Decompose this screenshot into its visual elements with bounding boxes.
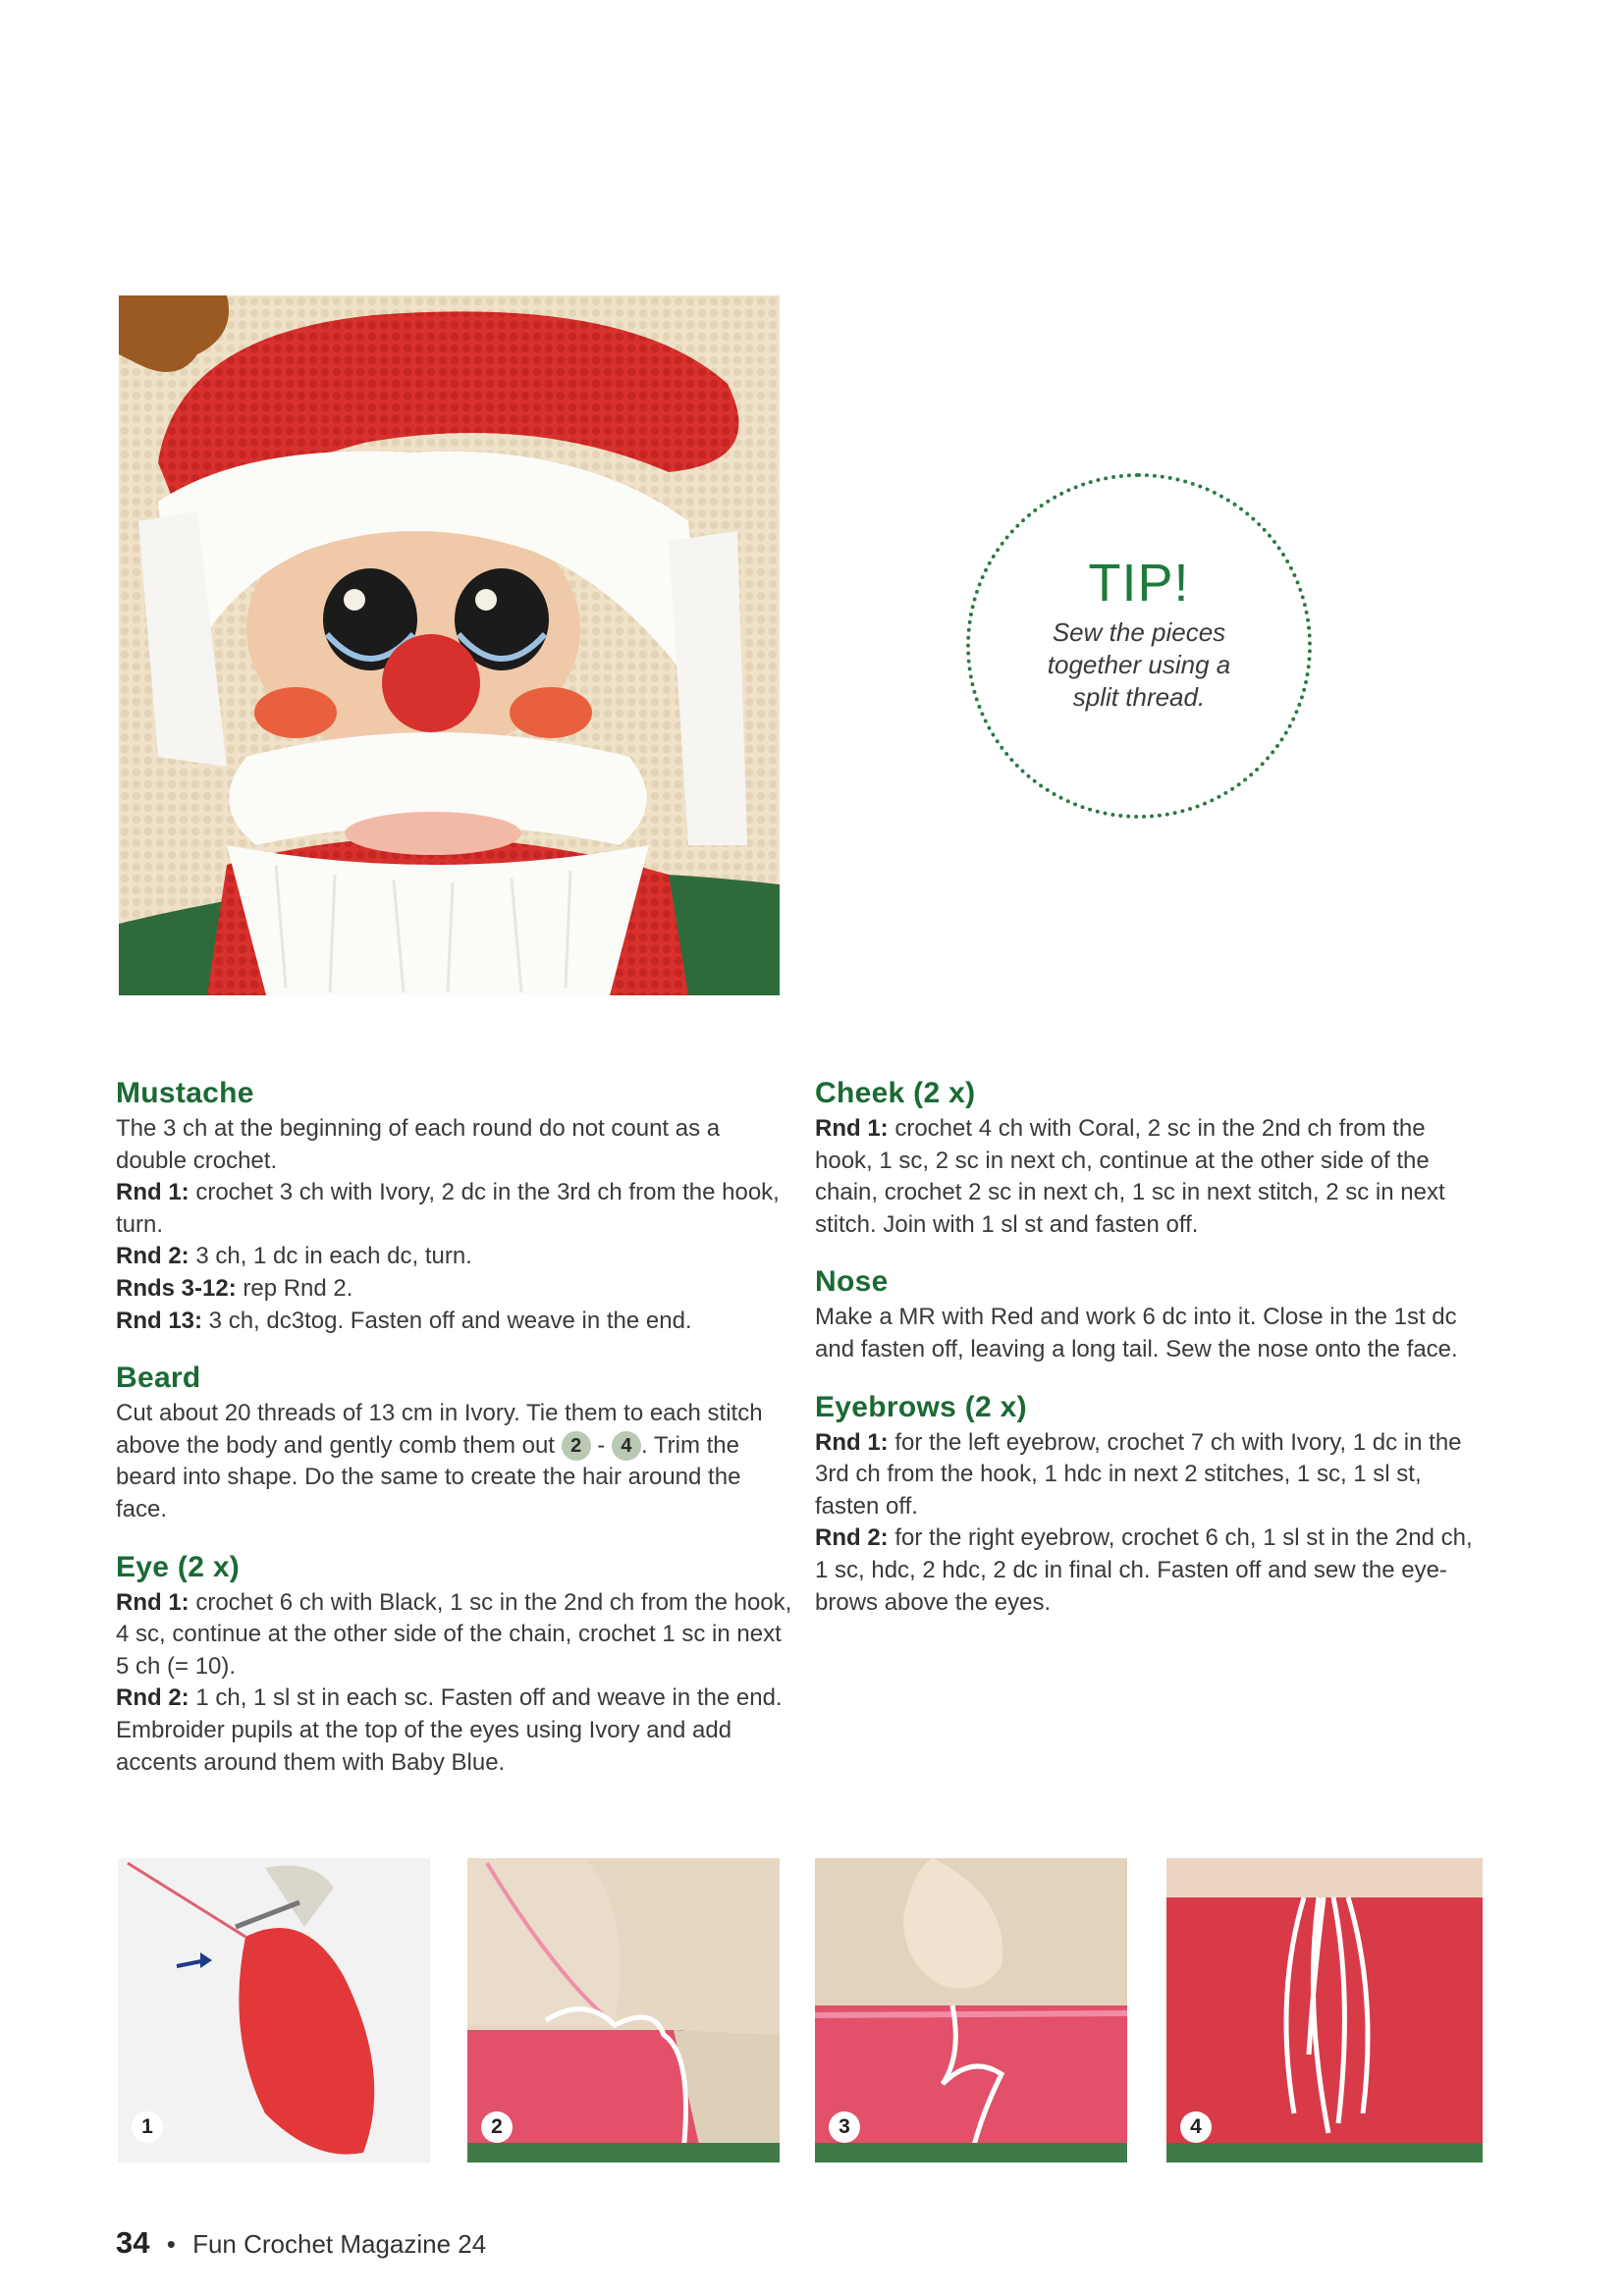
row-label: Rnd 1: — [116, 1179, 189, 1206]
santa-crochet-photo — [119, 295, 780, 995]
magazine-title: Fun Crochet Magazine 24 — [192, 2229, 487, 2259]
row-text: crochet 3 ch with Ivory, 2 dc in the 3rd ch from the hook, turn. — [116, 1179, 780, 1238]
mustache-heading: Mustache — [116, 1077, 254, 1109]
mustache-row — [116, 1306, 793, 1338]
page-footer — [116, 2225, 486, 2261]
cheek-row — [815, 1113, 1483, 1241]
step-photo-3 — [815, 1858, 1127, 2163]
mustache-row — [116, 1273, 793, 1306]
page-number: 34 — [116, 2225, 150, 2260]
beard-heading: Beard — [116, 1362, 201, 1395]
row-text: rep Rnd 2. — [236, 1274, 353, 1302]
step-photo-4 — [1166, 1858, 1483, 2163]
cheek-heading: Cheek (2 x) — [815, 1077, 976, 1109]
beard-section — [116, 1361, 793, 1525]
range-dash: - — [590, 1431, 612, 1459]
row-text: crochet 6 ch with Black, 1 sc in the 2nd ch from the hook, 4 sc, continue at the other side of the chain, crochet 1 sc in next 5 ch (= 10). — [116, 1588, 792, 1680]
row-text: 3 ch, 1 dc in each dc, turn. — [189, 1243, 472, 1270]
eye-row — [116, 1587, 793, 1683]
mustache-intro: The 3 ch at the beginning of each round do not count as a double crochet. — [116, 1115, 721, 1174]
row-text: for the right eyebrow, crochet 6 ch, 1 sl st in the 2nd ch, 1 sc, hdc, 2 hdc, 2 dc in final ch. Fasten off and sew the eye-brows above the eyes. — [815, 1524, 1473, 1616]
eyebrows-row — [815, 1522, 1483, 1619]
step-number-badge: 2 — [481, 2111, 513, 2143]
eyebrows-row — [815, 1427, 1483, 1523]
step-number-badge: 1 — [132, 2111, 163, 2143]
row-label: Rnd 2: — [815, 1524, 889, 1552]
mustache-section — [116, 1076, 793, 1337]
tip-title: TIP! — [1088, 554, 1190, 613]
row-label: Rnd 1: — [815, 1428, 889, 1456]
left-column — [116, 1076, 793, 1802]
row-text: 1 ch, 1 sl st in each sc. Fasten off and weave in the end. — [189, 1684, 783, 1712]
photo-ref-badge: 2 — [562, 1431, 591, 1461]
tip-body: Sew the pieces together using a split thread. — [1047, 617, 1231, 712]
right-column — [815, 1076, 1483, 1642]
row-label: Rnd 13: — [116, 1307, 203, 1334]
row-label: Rnd 2: — [116, 1684, 189, 1712]
eyebrows-heading: Eyebrows (2 x) — [815, 1390, 1027, 1423]
row-label: Rnd 1: — [116, 1588, 189, 1616]
step-number-badge: 3 — [829, 2111, 860, 2143]
step-photo-1 — [118, 1858, 430, 2163]
row-label: Rnds 3-12: — [116, 1274, 237, 1302]
nose-section — [815, 1264, 1483, 1365]
step-photo-2 — [467, 1858, 780, 2163]
eye-section — [116, 1550, 793, 1780]
tip-callout — [966, 473, 1312, 819]
cheek-section — [815, 1076, 1483, 1241]
mustache-row — [116, 1241, 793, 1273]
eye-outro: Embroider pupils at the top of the eyes using Ivory and add accents around them with Baby Blue. — [116, 1716, 732, 1776]
beard-text — [116, 1398, 793, 1525]
beard-text-a: Cut about 20 threads of 13 cm in Ivory. Tie them to each stitch above the body and gently comb them out — [116, 1400, 763, 1459]
row-label: Rnd 2: — [116, 1243, 189, 1270]
step-number-badge: 4 — [1180, 2111, 1212, 2143]
row-text: for the left eyebrow, crochet 7 ch with Ivory, 1 dc in the 3rd ch from the hook, 1 hdc in next 2 stitches, 1 sc, 1 sl st, fasten off. — [815, 1428, 1462, 1520]
eye-row — [116, 1682, 793, 1715]
row-text: 3 ch, dc3tog. Fasten off and weave in the end. — [202, 1307, 692, 1334]
nose-heading: Nose — [815, 1265, 889, 1299]
row-label: Rnd 1: — [815, 1115, 889, 1142]
mustache-row — [116, 1177, 793, 1241]
eye-heading: Eye (2 x) — [116, 1550, 241, 1583]
eyebrows-section — [815, 1390, 1483, 1620]
nose-text: Make a MR with Red and work 6 dc into it. Close in the 1st dc and fasten off, leaving a long tail. Sew the nose onto the face. — [815, 1304, 1458, 1362]
beard-text-b: . Trim the beard into shape. Do the same to create the hair around the face. — [116, 1431, 741, 1522]
footer-bullet: • — [166, 2229, 176, 2259]
photo-ref-badge: 4 — [612, 1431, 641, 1461]
row-text: crochet 4 ch with Coral, 2 sc in the 2nd ch from the hook, 1 sc, 2 sc in next ch, continue at the other side of the chain, crochet 2 sc in next ch, 1 sc in next stitch, 2 sc in next stitch. Join with 1 sl st and fasten off. — [815, 1115, 1445, 1238]
